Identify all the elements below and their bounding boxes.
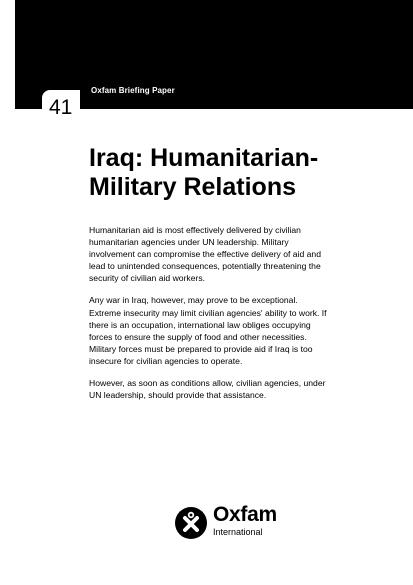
summary-text — [89, 224, 329, 411]
oxfam-logo-icon — [175, 507, 207, 539]
text-line: forces to ensure the supply of food and other necessities. — [89, 331, 307, 342]
text-line: Any war in Iraq, however, may prove to be exceptional. — [89, 295, 298, 306]
text-line: insecure for civilian agencies to operate. — [89, 355, 243, 366]
paragraph-1 — [89, 224, 329, 284]
series-label: Oxfam Briefing Paper — [91, 86, 175, 95]
oxfam-logo — [175, 505, 325, 545]
text-line: Extreme insecurity may limit civilian agencies' ability to work. If — [89, 307, 327, 318]
title-line-2: Military Relations — [89, 173, 296, 201]
text-line: involvement can compromise the effective delivery of aid and — [89, 249, 321, 260]
logo-subtitle: International — [213, 527, 263, 537]
text-line: Military forces must be prepared to provide aid if Iraq is too — [89, 343, 313, 354]
text-line: humanitarian agencies under UN leadership. Military — [89, 237, 289, 248]
paragraph-3 — [89, 377, 329, 401]
paragraph-2 — [89, 294, 329, 367]
title-line-1: Iraq: Humanitarian- — [89, 144, 319, 172]
text-line: security of civilian aid workers. — [89, 273, 206, 284]
paper-number: 41 — [49, 96, 73, 119]
logo-wordmark: Oxfam — [213, 503, 277, 526]
text-line: there is an occupation, international law obliges occupying — [89, 319, 311, 330]
text-line: UN leadership, should provide that assistance. — [89, 390, 267, 401]
text-line: However, as soon as conditions allow, civilian agencies, under — [89, 378, 326, 389]
text-line: Humanitarian aid is most effectively delivered by civilian — [89, 225, 301, 235]
text-line: lead to unintended consequences, potentially threatening the — [89, 261, 321, 272]
document-title — [89, 144, 379, 202]
